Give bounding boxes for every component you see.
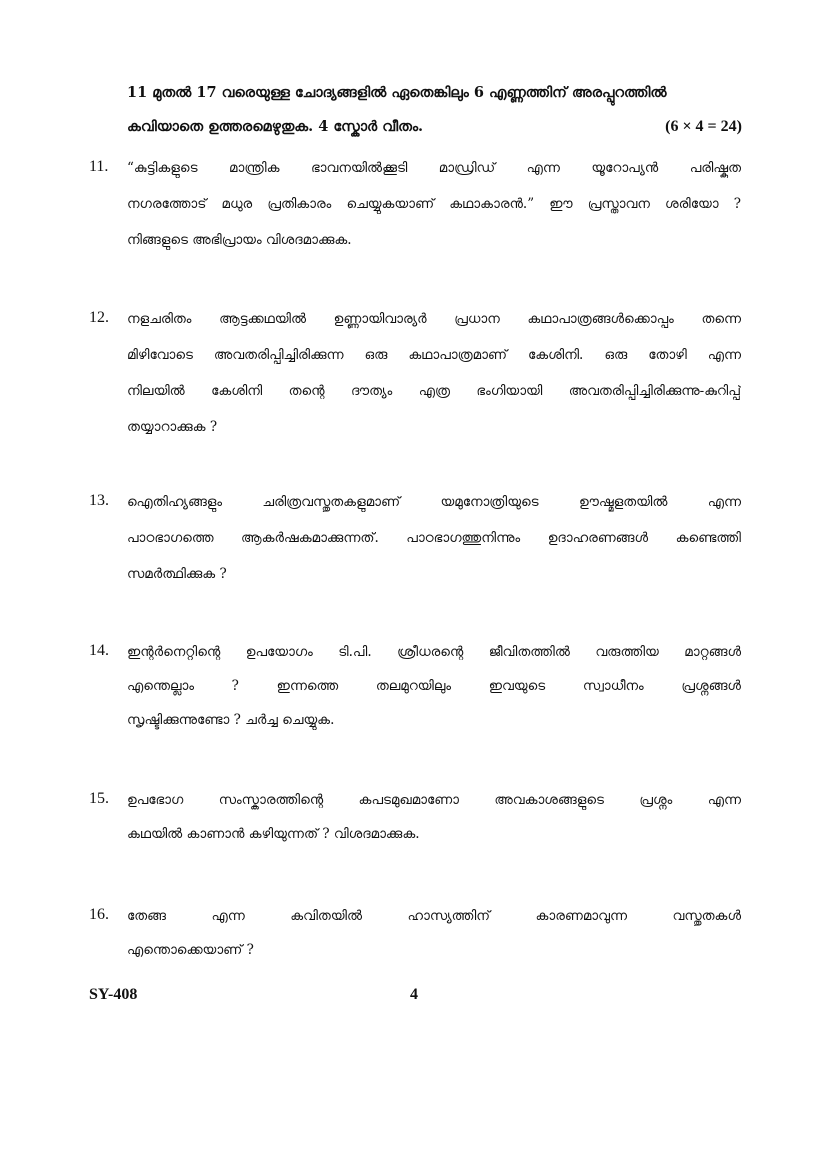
question-number: 16. xyxy=(89,906,109,923)
instruction-line-2-row xyxy=(127,118,742,136)
question-number: 13. xyxy=(89,492,109,509)
question-line: ഇന്റർനെറ്റിന്റെ ഉപയോഗം ടി.പി. ശ്രീധരന്റെ ജീവിതത്തിൽ വരുത്തിയ മാറ്റങ്ങൾ xyxy=(127,644,741,660)
question-line: നിലയിൽ കേശിനി തന്റെ ദൗത്യം എത്ര ഭംഗിയായി അവതരിപ്പിച്ചിരിക്കുന്നു-കുറിപ്പ് xyxy=(127,383,741,399)
question-number: 11. xyxy=(89,158,109,175)
question-line: മിഴിവോടെ അവതരിപ്പിച്ചിരിക്കുന്ന ഒരു കഥാപാത്രമാണ് കേശിനി. ഒരു തോഴി എന്ന xyxy=(127,347,741,363)
page-number: 4 xyxy=(410,986,418,1003)
question-line: ഐതിഹ്യങ്ങളും ചരിത്രവസ്തുതകളുമാണ് യമുനോത്രിയുടെ ഊഷ്മളതയിൽ എന്ന xyxy=(127,494,741,510)
question-line: നഗരത്തോട് മധുര പ്രതികാരം ചെയ്യുകയാണ് കഥാകാരൻ.” ഈ പ്രസ്താവന ശരിയോ ? xyxy=(127,196,741,212)
question-number: 14. xyxy=(89,642,109,659)
question-line: നിങ്ങളുടെ അഭിപ്രായം വിശദമാക്കുക. xyxy=(127,232,352,248)
paper-code: SY-408 xyxy=(89,986,138,1003)
marks-allocation: (6 × 4 = 24) xyxy=(665,118,742,135)
instruction-line-2: കവിയാതെ ഉത്തരമെഴുതുക. 4 സ്കോർ വീതം. xyxy=(127,118,424,135)
question-line: എന്തെല്ലാം ? ഇന്നത്തെ തലമുറയിലും ഇവയുടെ സ്വാധീനം പ്രശ്നങ്ങൾ xyxy=(127,678,741,694)
question-line: സമർത്ഥിക്കുക ? xyxy=(127,566,227,582)
question-number: 12. xyxy=(89,309,109,326)
question-line: ഉപഭോഗ സംസ്കാരത്തിന്റെ കപടമുഖമാണോ അവകാശങ്ങളുടെ പ്രശ്നം എന്ന xyxy=(127,792,741,808)
question-line: തേങ്ങ എന്ന കവിതയിൽ ഹാസ്യത്തിന് കാരണമാവുന്ന വസ്തുതകൾ xyxy=(127,908,741,924)
question-line: “കുട്ടികളുടെ മാന്ത്രിക ഭാവനയിൽക്കൂടി മാഡ്രിഡ് എന്ന യൂറോപ്യൻ പരിഷ്കൃത xyxy=(127,160,741,176)
question-line: നളചരിതം ആട്ടക്കഥയിൽ ഉണ്ണായിവാര്യർ പ്രധാന കഥാപാത്രങ്ങൾക്കൊപ്പം തന്നെ xyxy=(127,311,741,327)
question-line: സൃഷ്ടിക്കുന്നുണ്ടോ ? ചർച്ച ചെയ്യുക. xyxy=(127,712,335,728)
instruction-line-1: 11 മുതൽ 17 വരെയുള്ള ചോദ്യങ്ങളിൽ ഏതെങ്കിലും 6 എണ്ണത്തിന് അരപ്പുറത്തിൽ xyxy=(127,84,667,101)
question-line: കഥയിൽ കാണാൻ കഴിയുന്നത് ? വിശദമാക്കുക. xyxy=(127,826,420,842)
question-line: തയ്യാറാക്കുക ? xyxy=(127,419,218,435)
question-line: പാഠഭാഗത്തെ ആകർഷകമാക്കുന്നത്. പാഠഭാഗത്തുനിന്നും ഉദാഹരണങ്ങൾ കണ്ടെത്തി xyxy=(127,530,741,546)
question-number: 15. xyxy=(89,790,109,807)
question-line: എന്തൊക്കെയാണ് ? xyxy=(127,942,254,958)
